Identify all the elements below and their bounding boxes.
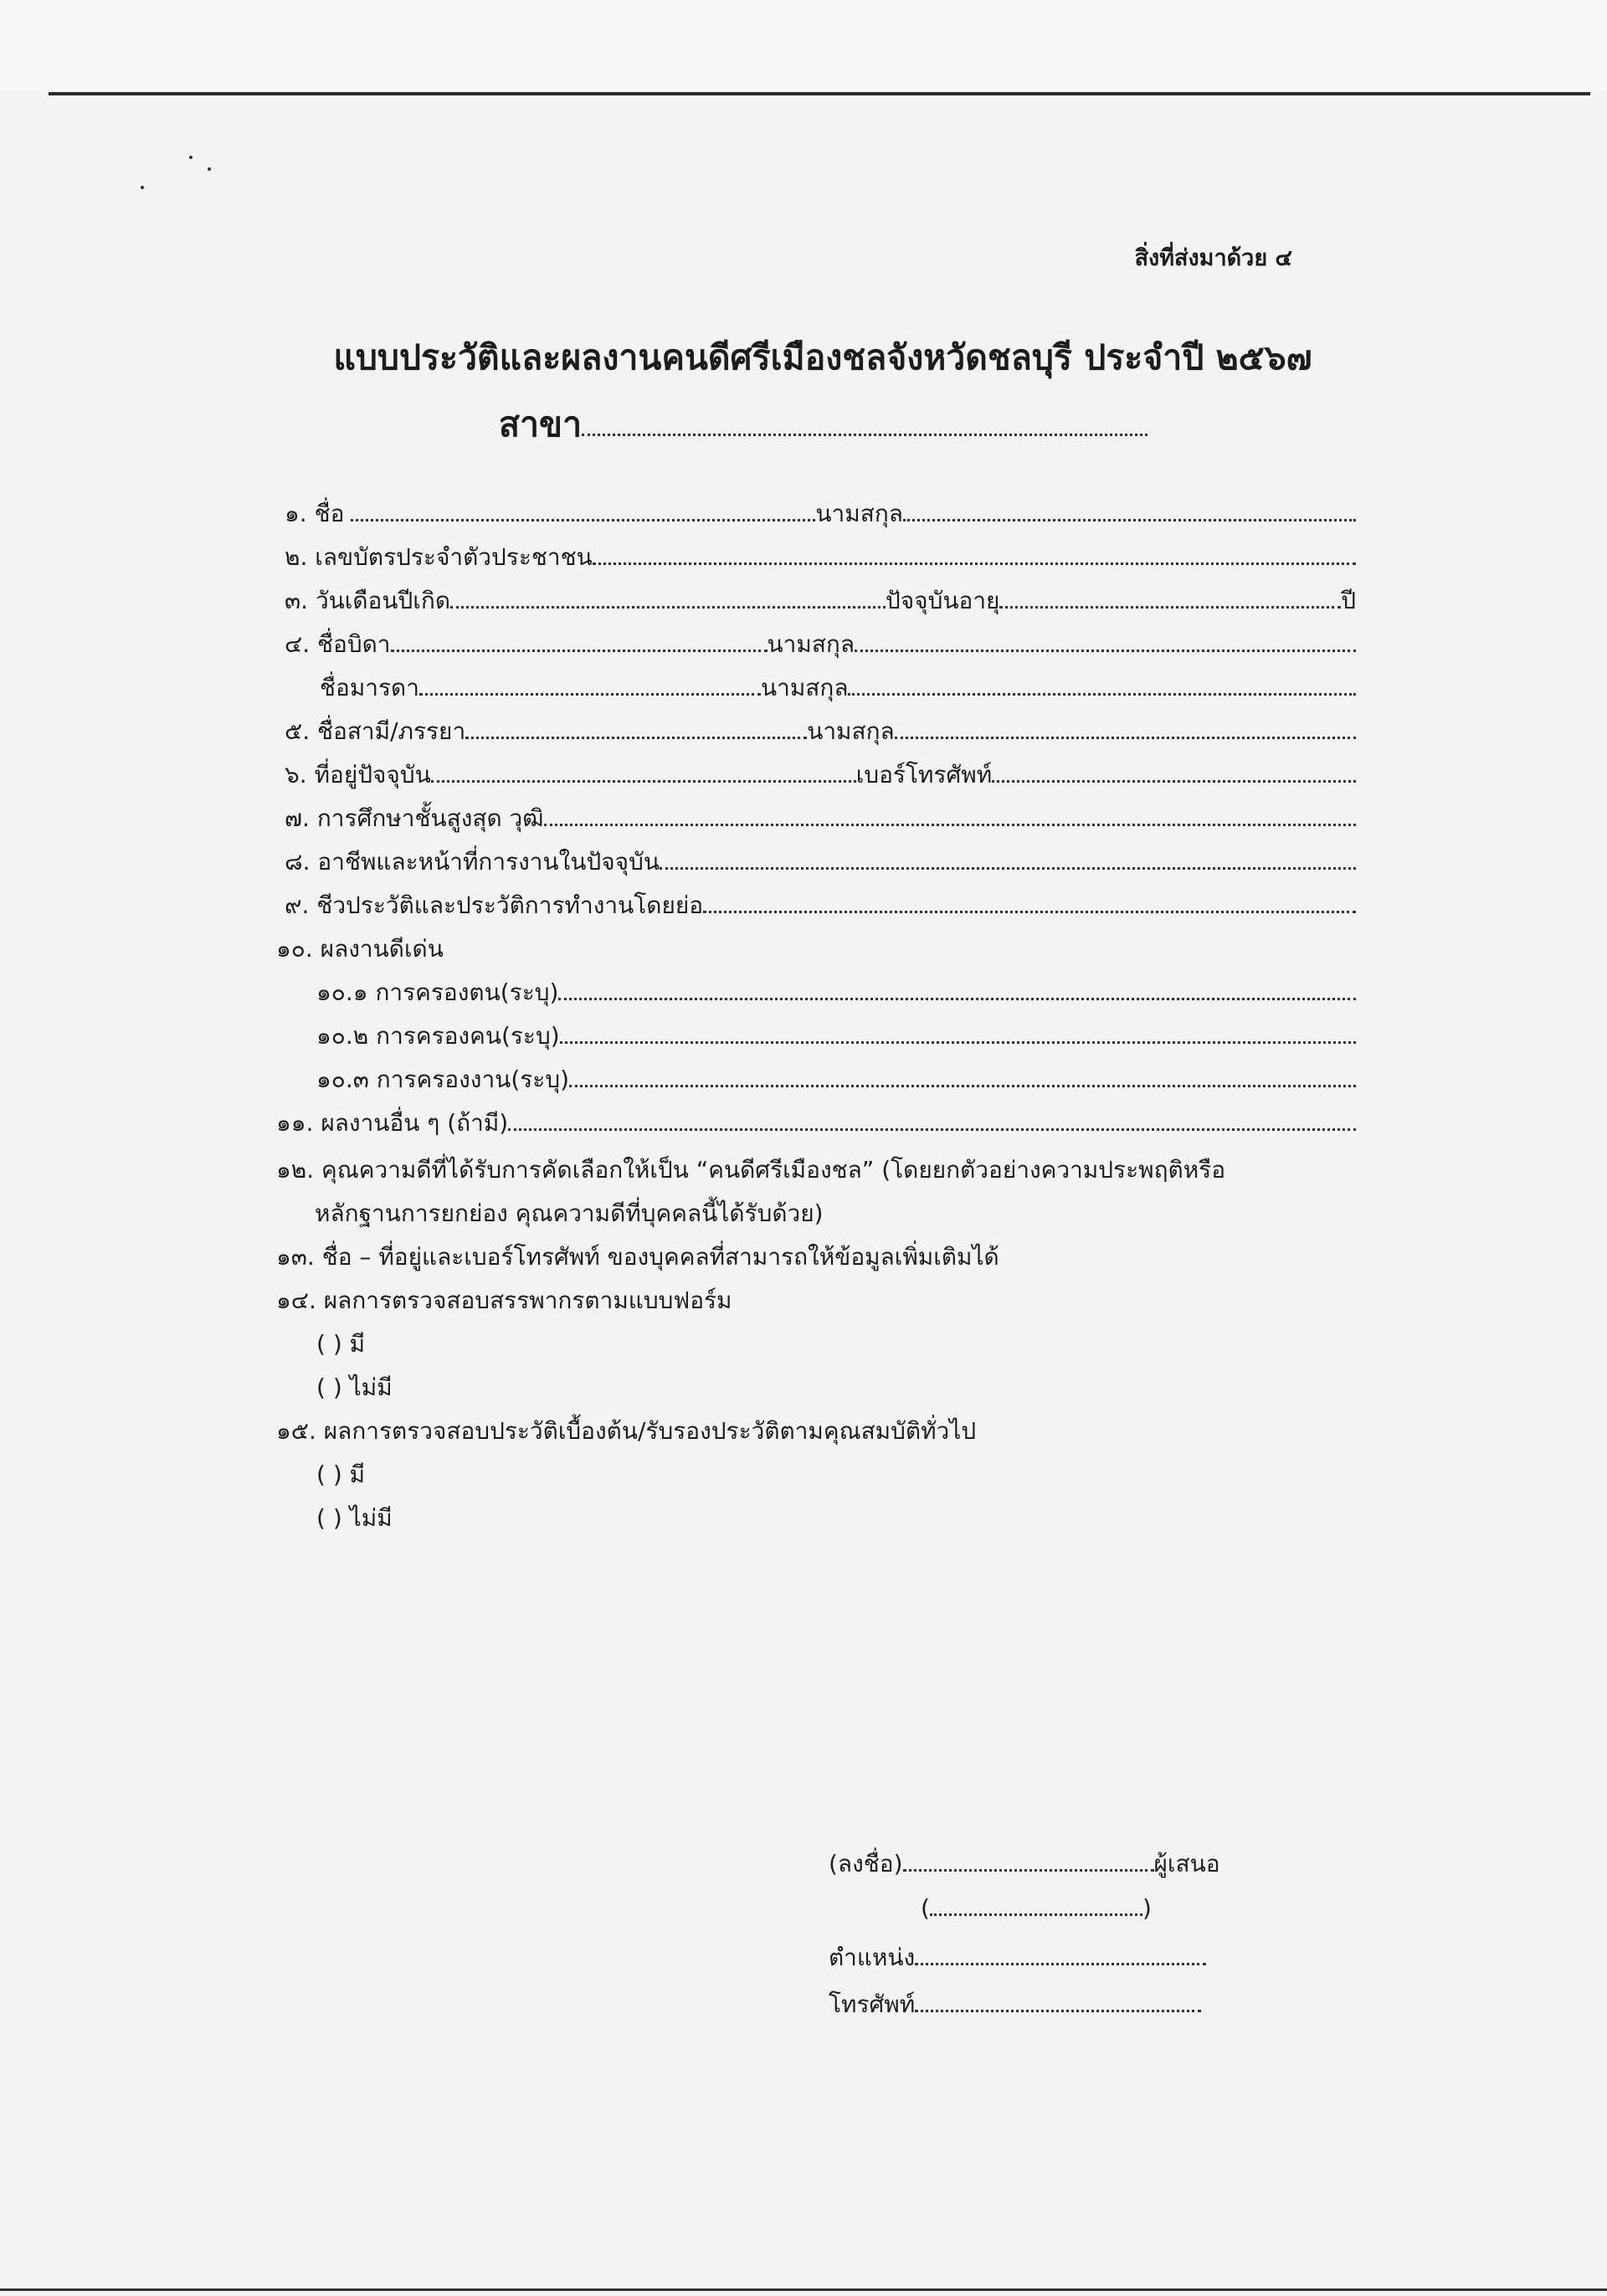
id-card-blank[interactable] [593,542,1356,565]
item-3-row [276,583,1356,626]
item-12-line-2: หลักฐานการยกย่อง คุณความดีที่บุคคลนี้ได้รับด้วย) [315,1199,824,1227]
father-name-blank[interactable] [391,629,768,652]
item-13-row: ๑๓. ชื่อ – ที่อยู่และเบอร์โทรศัพท์ ของบุคคลที่สามารถให้ข้อมูลเพิ่มเติมได้ [276,1243,999,1271]
name-blank[interactable] [351,498,815,521]
tax-check-yes-option[interactable]: ( ) มี [316,1330,366,1358]
scan-speck [189,156,193,159]
item-4-father-row [276,626,1356,670]
signature-phone-blank[interactable] [915,1989,1201,2012]
attachment-label: สิ่งที่ส่งมาด้วย ๔ [1134,245,1292,271]
spouse-surname-blank[interactable] [895,716,1356,739]
age-blank[interactable] [999,585,1341,609]
mother-name-blank[interactable] [419,672,761,696]
position-blank[interactable] [915,1942,1206,1965]
close-paren: ) [1142,1894,1152,1923]
item-15-row: ๑๕. ผลการตรวจสอบประวัติเบื้องต้น/รับรองประวัติตามคุณสมบัติทั่วไป [276,1417,977,1445]
age-label: ปัจจุบันอายุ [886,587,1000,614]
phone-row [829,1986,1220,2033]
address-label: ๖. ที่อยู่ปัจจุบัน [285,761,431,788]
position-row [829,1939,1220,1986]
branch-field [499,398,1147,452]
position-label: ตำแหน่ง [829,1944,916,1971]
signature-blank[interactable] [903,1848,1154,1872]
mother-surname-blank[interactable] [848,672,1356,696]
phone-blank[interactable] [992,759,1356,783]
item-9-row [276,887,1356,931]
work-management-label: ๑๐.๓ การครองงาน(ระบุ) [316,1066,570,1093]
printed-name-blank[interactable] [930,1893,1142,1916]
item-1-row [276,496,1356,539]
people-management-blank[interactable] [560,1020,1356,1044]
mother-surname-label: นามสกุล [760,674,849,701]
item-11-row [276,1105,1356,1148]
education-blank[interactable] [544,803,1356,826]
item-12-line-1: ๑๒. คุณความดีที่ได้รับการคัดเลือกให้เป็น “คนดีศรีเมืองชล” (โดยยกตัวอย่างความประพฤติหรือ [276,1156,1226,1184]
open-paren: ( [921,1894,930,1923]
people-management-label: ๑๐.๒ การครองคน(ระบุ) [316,1022,560,1050]
bottom-scan-edge-line [0,2288,1607,2291]
proposer-label: ผู้เสนอ [1153,1850,1220,1877]
other-works-label: ๑๑. ผลงานอื่น ๆ (ถ้ามี) [276,1109,509,1137]
spouse-blank[interactable] [465,716,807,739]
signature-row [829,1846,1220,1893]
biography-label: ๙. ชีวประวัติและประวัติการทำงานโดยย่อ [285,891,704,919]
item-5-row [276,713,1356,757]
name-label: ๑. ชื่อ [285,500,345,527]
work-management-blank[interactable] [569,1064,1356,1087]
other-works-blank[interactable] [508,1107,1356,1131]
item-6-row [276,757,1356,800]
signature-label: (ลงชื่อ) [829,1850,903,1877]
form-body [276,496,1356,1540]
birthdate-blank[interactable] [450,585,886,609]
item-14-row: ๑๔. ผลการตรวจสอบสรรพากรตามแบบฟอร์ม [276,1287,732,1314]
item-10-row [276,931,1356,974]
form-title: แบบประวัติและผลงานคนดีศรีเมืองชลจังหวัดชลบุรี ประจำปี ๒๕๖๗ [333,337,1312,378]
occupation-label: ๘. อาชีพและหน้าที่การงานในปัจจุบัน [285,848,660,876]
top-scan-edge-line [49,92,1590,95]
self-conduct-blank[interactable] [558,977,1356,1000]
surname-blank[interactable] [903,498,1356,521]
mother-name-label: ชื่อมารดา [320,674,419,701]
birthdate-label: ๓. วันเดือนปีเกิด [285,587,450,614]
surname-label: นามสกุล [815,500,903,527]
id-card-label: ๒. เลขบัตรประจำตัวประชาชน [285,543,593,571]
occupation-blank[interactable] [660,846,1356,870]
father-surname-blank[interactable] [855,629,1356,652]
signature-block [829,1846,1220,2033]
item-2-row [276,539,1356,583]
signature-phone-label: โทรศัพท์ [829,1990,916,2018]
item-10-2-row [276,1018,1356,1061]
father-name-label: ๔. ชื่อบิดา [285,630,391,658]
phone-label: เบอร์โทรศัพท์ [855,761,993,788]
branch-blank[interactable] [582,403,1147,436]
item-10-1-row [276,974,1356,1018]
father-surname-label: นามสกุล [767,630,855,658]
achievements-label: ๑๐. ผลงานดีเด่น [276,935,444,963]
branch-label: สาขา [499,404,583,444]
biography-blank[interactable] [703,890,1356,913]
item-8-row [276,844,1356,887]
printed-name-row [829,1893,1220,1939]
background-check-no-option[interactable]: ( ) ไม่มี [316,1504,393,1532]
background-check-yes-option[interactable]: ( ) มี [316,1461,366,1488]
spouse-label: ๕. ชื่อสามี/ภรรยา [285,717,466,745]
scan-top-margin [0,0,1607,90]
scan-speck [141,186,144,189]
address-blank[interactable] [431,759,856,783]
scan-speck [208,167,211,171]
item-10-3-row [276,1061,1356,1105]
self-conduct-label: ๑๐.๑ การครองตน(ระบุ) [316,978,559,1006]
education-label: ๗. การศึกษาชั้นสูงสุด วุฒิ [285,804,544,832]
spouse-surname-label: นามสกุล [807,717,895,745]
tax-check-no-option[interactable]: ( ) ไม่มี [316,1374,393,1401]
year-label: ปี [1341,587,1356,614]
item-4-mother-row [276,670,1356,713]
item-7-row [276,800,1356,844]
